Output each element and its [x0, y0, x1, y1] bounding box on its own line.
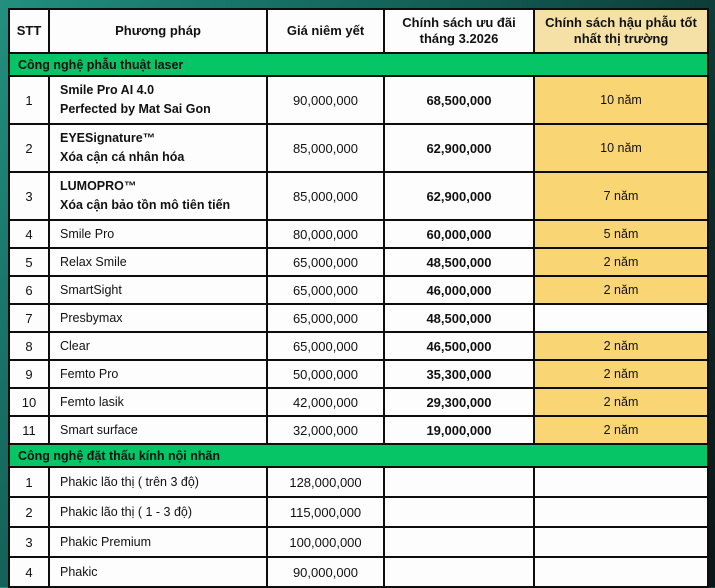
row-number: 2 [9, 124, 49, 172]
table-row [9, 497, 708, 527]
method-name-cell [49, 248, 267, 276]
promo-price: 48,500,000 [384, 248, 534, 276]
section-title: Công nghệ đặt thấu kính nội nhãn [9, 444, 708, 467]
header-row [9, 9, 708, 53]
promo-price: 62,900,000 [384, 172, 534, 220]
table-row [9, 332, 708, 360]
row-number: 9 [9, 360, 49, 388]
row-number: 8 [9, 332, 49, 360]
row-number: 4 [9, 220, 49, 248]
postop-warranty: 5 năm [534, 220, 708, 248]
table-row [9, 304, 708, 332]
row-number: 2 [9, 497, 49, 527]
list-price: 65,000,000 [267, 332, 384, 360]
postop-warranty: 2 năm [534, 248, 708, 276]
row-number: 1 [9, 76, 49, 124]
table-row [9, 220, 708, 248]
list-price: 85,000,000 [267, 172, 384, 220]
postop-warranty [534, 467, 708, 497]
table-row [9, 416, 708, 444]
list-price: 65,000,000 [267, 248, 384, 276]
list-price: 42,000,000 [267, 388, 384, 416]
postop-warranty [534, 557, 708, 587]
table-row [9, 360, 708, 388]
table-row [9, 527, 708, 557]
row-number: 7 [9, 304, 49, 332]
postop-warranty: 2 năm [534, 416, 708, 444]
method-subtitle: Xóa cận bảo tồn mô tiên tiến [60, 198, 231, 212]
table-header [9, 9, 708, 53]
method-name-cell [49, 360, 267, 388]
postop-warranty: 10 năm [534, 124, 708, 172]
list-price: 128,000,000 [267, 467, 384, 497]
col-header-postop-policy: Chính sách hậu phẫu tốt nhất thị trường [534, 9, 708, 53]
col-header-stt: STT [9, 9, 49, 53]
promo-price: 60,000,000 [384, 220, 534, 248]
list-price: 100,000,000 [267, 527, 384, 557]
method-name-cell [49, 76, 267, 124]
promo-price: 46,500,000 [384, 332, 534, 360]
promo-price: 35,300,000 [384, 360, 534, 388]
method-name-cell [49, 124, 267, 172]
promo-price: 29,300,000 [384, 388, 534, 416]
promo-price: 19,000,000 [384, 416, 534, 444]
postop-warranty: 2 năm [534, 388, 708, 416]
table-row [9, 172, 708, 220]
method-name: Femto lasik [60, 394, 124, 409]
promo-price [384, 527, 534, 557]
method-name: Smart surface [60, 422, 138, 437]
promo-price [384, 557, 534, 587]
list-price: 115,000,000 [267, 497, 384, 527]
postop-warranty: 2 năm [534, 332, 708, 360]
method-name-cell [49, 332, 267, 360]
table-row [9, 557, 708, 587]
table-body [9, 53, 708, 587]
row-number: 11 [9, 416, 49, 444]
list-price: 50,000,000 [267, 360, 384, 388]
col-header-promo-policy: Chính sách ưu đãi tháng 3.2026 [384, 9, 534, 53]
price-table [8, 8, 709, 588]
method-name: Smile Pro [60, 226, 115, 241]
table-row [9, 76, 708, 124]
method-name-cell [49, 276, 267, 304]
method-name-cell [49, 388, 267, 416]
row-number: 10 [9, 388, 49, 416]
method-name: SmartSight [60, 282, 122, 297]
table-row [9, 124, 708, 172]
method-name: Clear [60, 338, 90, 353]
method-name-cell [49, 497, 267, 527]
list-price: 65,000,000 [267, 276, 384, 304]
row-number: 6 [9, 276, 49, 304]
col-header-list-price: Giá niêm yết [267, 9, 384, 53]
list-price: 90,000,000 [267, 76, 384, 124]
postop-warranty [534, 497, 708, 527]
table-row [9, 248, 708, 276]
promo-price: 62,900,000 [384, 124, 534, 172]
promo-price [384, 467, 534, 497]
row-number: 3 [9, 172, 49, 220]
method-name-cell [49, 172, 267, 220]
method-name: LUMOPRO™ [60, 179, 137, 194]
method-name-cell [49, 467, 267, 497]
col-header-method: Phương pháp [49, 9, 267, 53]
postop-warranty [534, 527, 708, 557]
row-number: 1 [9, 467, 49, 497]
promo-price: 46,000,000 [384, 276, 534, 304]
row-number: 4 [9, 557, 49, 587]
section-title: Công nghệ phẫu thuật laser [9, 53, 708, 76]
postop-warranty: 2 năm [534, 360, 708, 388]
list-price: 32,000,000 [267, 416, 384, 444]
promo-price: 48,500,000 [384, 304, 534, 332]
row-number: 5 [9, 248, 49, 276]
method-name-cell [49, 416, 267, 444]
method-name: Smile Pro AI 4.0 [60, 83, 155, 98]
list-price: 65,000,000 [267, 304, 384, 332]
table-row [9, 388, 708, 416]
method-name-cell [49, 527, 267, 557]
postop-warranty: 10 năm [534, 76, 708, 124]
method-name: Phakic lão thị ( trên 3 độ) [60, 474, 199, 489]
promo-price: 68,500,000 [384, 76, 534, 124]
promo-price [384, 497, 534, 527]
table-row [9, 276, 708, 304]
method-subtitle: Perfected by Mat Sai Gon [60, 102, 211, 116]
section-header-row [9, 444, 708, 467]
postop-warranty [534, 304, 708, 332]
method-name: EYESignature™ [60, 131, 156, 146]
method-name: Femto Pro [60, 366, 119, 381]
method-subtitle: Xóa cận cá nhân hóa [60, 150, 185, 164]
method-name: Presbymax [60, 310, 123, 325]
method-name-cell [49, 220, 267, 248]
method-name: Phakic Premium [60, 534, 151, 549]
table-row [9, 467, 708, 497]
section-header-row [9, 53, 708, 76]
method-name: Phakic lão thị ( 1 - 3 độ) [60, 504, 193, 519]
list-price: 90,000,000 [267, 557, 384, 587]
list-price: 85,000,000 [267, 124, 384, 172]
method-name: Phakic [60, 564, 98, 579]
method-name: Relax Smile [60, 254, 127, 269]
postop-warranty: 7 năm [534, 172, 708, 220]
row-number: 3 [9, 527, 49, 557]
postop-warranty: 2 năm [534, 276, 708, 304]
list-price: 80,000,000 [267, 220, 384, 248]
method-name-cell [49, 557, 267, 587]
method-name-cell [49, 304, 267, 332]
